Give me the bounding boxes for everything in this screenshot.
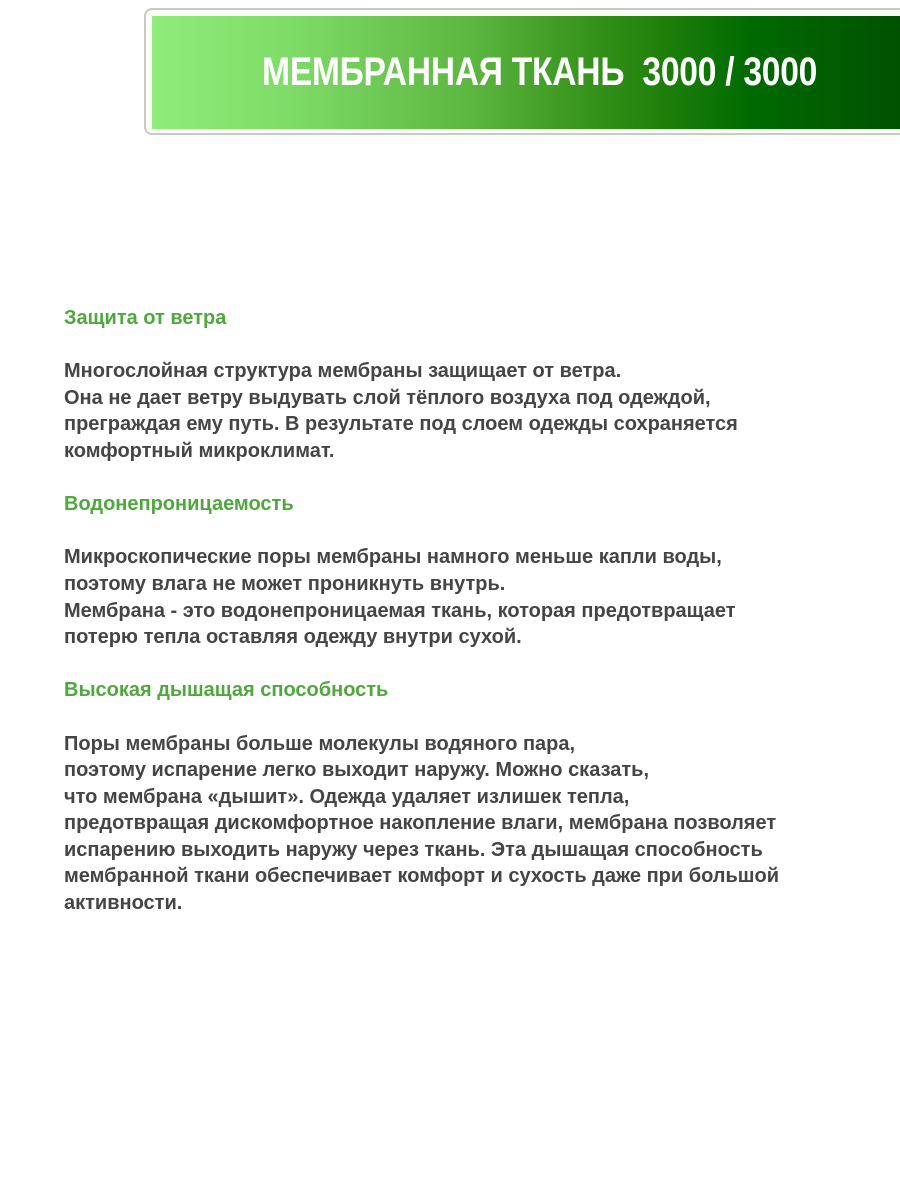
section-heading: Высокая дышащая способность <box>64 679 389 702</box>
section-body: Микроскопические поры мембраны намного меньше капли воды, поэтому влага не может проникнуть внутрь. Мембрана - это водонепроницаемая ткань, которая предотвращает потерю тепла оставляя одежду внутри сухой. <box>64 546 736 649</box>
page-title: МЕМБРАННАЯ ТКАНЬ 3000 / 3000 <box>262 50 818 94</box>
section-breathability <box>64 677 894 916</box>
content <box>64 305 894 943</box>
section-heading: Защита от ветра <box>64 307 227 329</box>
section-body: Поры мембраны больше молекулы водяного пара, поэтому испарение легко выходит наружу. Можно сказать, что мембрана «дышит». Одежда удаляет излишек тепла, предотвращая дискомфортное накопление влаги, мембрана позволяет испарению выходить наружу через ткань. Эта дышащая способность мембранной ткани обеспечивает комфорт и сухость даже при большой активности. <box>64 732 779 915</box>
section-heading: Водонепроницаемость <box>64 493 294 516</box>
section-wind-protection <box>64 305 894 465</box>
section-body: Многослойная структура мембраны защищает от ветра. Она не дает ветру выдувать слой тёплого воздуха под одеждой, преграждая ему путь. В результате под слоем одежды сохраняется комфортный микроклимат. <box>64 360 738 462</box>
section-waterproofness <box>64 491 894 651</box>
